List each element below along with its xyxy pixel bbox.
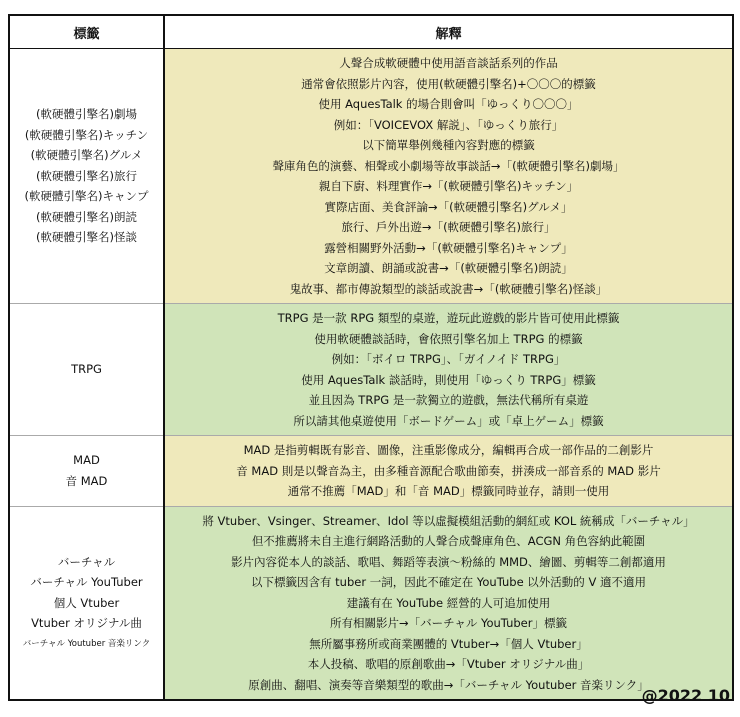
explanation-line: MAD 是指剪輯既有影音、圖像，注重影像成分，編輯再合成一部作品的二創影片 <box>243 443 654 457</box>
explanation-line: 使用 AquesTalk 的場合則會叫「ゆっくり〇〇〇」 <box>318 97 579 111</box>
explanation-line: 露營相關野外活動→「(軟硬體引擎名)キャンプ」 <box>324 240 573 255</box>
explanation-line: 所以請其他桌遊使用「ボードゲーム」或「卓上ゲーム」標籤 <box>293 413 604 428</box>
tag-label: (軟硬體引擎名)怪談 <box>36 230 137 245</box>
tag-label: (軟硬體引擎名)朗読 <box>36 209 137 224</box>
tag-label: バーチャル YouTuber <box>30 575 143 589</box>
tag-label: (軟硬體引擎名)キッチン <box>24 127 149 142</box>
explanation-line: 本人投稿、歌唱的原創歌曲→「Vtuber オリジナル曲」 <box>307 657 590 671</box>
tag-cell <box>9 49 164 304</box>
explanation-line: 實際店面、美食評論→「(軟硬體引擎名)グルメ」 <box>324 199 573 214</box>
explanation-line: 例如：「ボイロ TRPG」、「ガイノイド TRPG」 <box>331 352 566 366</box>
explanation-line: 以下簡單舉例幾種內容對應的標籤 <box>362 138 535 152</box>
explanation-line: 通常會依照影片內容，使用(軟硬體引擎名)+〇〇〇的標籤 <box>301 76 596 91</box>
tag-label: MAD <box>73 453 100 468</box>
tag-label: (軟硬體引擎名)劇場 <box>36 107 137 122</box>
tag-label: Vtuber オリジナル曲 <box>31 616 142 630</box>
explanation-line: 音 MAD 則是以聲音為主，由多種音源配合歌曲節奏，拼湊成一部音系的 MAD 影片 <box>236 463 661 478</box>
explanation-line: 親自下廚、料理實作→「(軟硬體引擎名)キッチン」 <box>318 179 579 193</box>
tag-label: バーチャル Youtuber 音楽リンク <box>22 638 151 649</box>
tag-label: バーチャル <box>57 554 116 569</box>
explanation-line: 鬼故事、都市傳說類型的談話或說書→「(軟硬體引擎名)怪談」 <box>289 281 608 296</box>
tag-cell <box>9 436 164 507</box>
explanation-cell <box>164 506 733 700</box>
tag-label: (軟硬體引擎名)旅行 <box>36 168 137 183</box>
explanation-line: 並且因為 TRPG 是一款獨立的遊戲，無法代稱所有桌遊 <box>308 393 589 407</box>
tag-label: (軟硬體引擎名)キャンプ <box>24 189 149 204</box>
header-tag: 標籤 <box>9 15 164 49</box>
tag-cell <box>9 304 164 436</box>
explanation-cell <box>164 49 733 304</box>
header-row <box>9 15 733 49</box>
header-explanation: 解釋 <box>164 15 733 49</box>
explanation-line: 人聲合成軟硬體中使用語音談話系列的作品 <box>339 56 558 70</box>
explanation-line: 原創曲、翻唱、演奏等音樂類型的歌曲→「バーチャル Youtuber 音楽リンク」 <box>248 677 649 692</box>
explanation-line: 無所屬事務所或商業團體的 Vtuber→「個人 Vtuber」 <box>309 636 588 651</box>
tag-label: TRPG <box>71 362 102 377</box>
explanation-line: 旅行、戶外出遊→「(軟硬體引擎名)旅行」 <box>341 220 556 234</box>
explanation-line: 但不推薦將未自主進行網路活動的人聲合成聲庫角色、ACGN 角色容納此範圍 <box>251 534 646 548</box>
explanation-line: 聲庫角色的演藝、相聲或小劇場等故事談話→「(軟硬體引擎名)劇場」 <box>272 158 625 173</box>
explanation-cell <box>164 304 733 436</box>
explanation-cell <box>164 436 733 507</box>
explanation-line: 以下標籤因含有 tuber 一詞，因此不確定在 YouTube 以外活動的 V 適不適用 <box>251 575 646 589</box>
table-row <box>9 436 733 507</box>
tag-label: 音 MAD <box>65 473 108 488</box>
footer-date: @2022 10 <box>641 686 730 705</box>
explanation-line: 使用 AquesTalk 談話時，則使用「ゆっくり TRPG」標籤 <box>301 372 596 387</box>
table-row <box>9 304 733 436</box>
explanation-line: TRPG 是一款 RPG 類型的桌遊，遊玩此遊戲的影片皆可使用此標籤 <box>277 311 620 325</box>
table-row <box>9 506 733 700</box>
tag-label: 個人 Vtuber <box>53 595 120 610</box>
table-row <box>9 49 733 304</box>
explanation-line: 例如：「VOICEVOX 解説」、「ゆっくり旅行」 <box>333 117 564 132</box>
explanation-line: 所有相關影片→「バーチャル YouTuber」標籤 <box>330 616 567 630</box>
explanation-line: 將 Vtuber、Vsinger、Streamer、Idol 等以虛擬模組活動的網紅或 KOL 統稱成「バーチャル」 <box>202 513 695 528</box>
explanation-line: 影片內容從本人的談話、歌唱、舞蹈等表演～粉絲的 MMD、繪圖、剪輯等二創都適用 <box>231 554 666 569</box>
tag-cell <box>9 506 164 700</box>
explanation-line: 使用軟硬體談話時，會依照引擎名加上 TRPG 的標籤 <box>314 331 583 346</box>
tag-table <box>8 14 734 701</box>
explanation-line: 文章朗讀、朗誦或說書→「(軟硬體引擎名)朗読」 <box>324 261 573 275</box>
explanation-line: 通常不推薦「MAD」和「音 MAD」標籤同時並存，請則一使用 <box>287 484 610 498</box>
tag-label: (軟硬體引擎名)グルメ <box>30 148 143 163</box>
explanation-line: 建議有在 YouTube 經營的人可追加使用 <box>346 595 551 610</box>
